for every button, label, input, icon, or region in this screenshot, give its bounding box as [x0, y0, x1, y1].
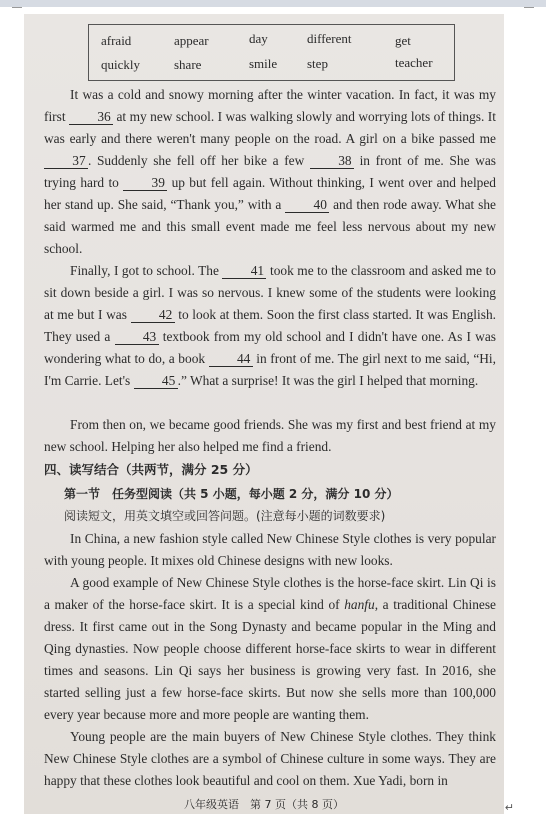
- section-heading: 四、读写结合（共两节，满分 25 分）: [44, 462, 258, 477]
- text: to look at them. Soon the first class started. It was English. They used a: [44, 307, 496, 344]
- return-mark: ↵: [504, 801, 514, 814]
- word: quickly: [101, 57, 140, 72]
- blank-37: 37: [44, 153, 88, 169]
- document-photo: [24, 14, 504, 814]
- blank-45: 45: [134, 373, 178, 389]
- text: Finally, I got to school. The: [70, 263, 219, 278]
- text: in front of me. She was trying hard to: [44, 153, 496, 190]
- word: teacher: [395, 55, 433, 70]
- text: , a traditional Chinese dress. It first came out in the Song Dynasty and became popular in the Ming and Qing dynasties. Now people choose different horse-face skirts to wear in different times and seasons. Lin Qi says her business is growing very fast. In 2016, she started selling just a few horse-face skirts. But now she sells more than 100,000 every year because more and more people are wanting them.: [44, 597, 496, 722]
- text: took me to the classroom and asked me to sit down beside a girl. I was so nervous. I knew some of the students were looking at me but I was: [44, 263, 496, 322]
- text: It was a cold and snowy morning after the winter vacation. In fact, it was my first: [44, 87, 496, 124]
- word: day: [249, 31, 268, 46]
- blank-36: 36: [69, 109, 113, 125]
- text: up but fell again. Without thinking, I went over and helped her stand up. She said, “Thank you,” with a: [44, 175, 496, 212]
- reading-paragraph-3: Young people are the main buyers of New Chinese Style clothes. They think New Chinese Style clothes are a symbol of Chinese culture in some ways. They are happy that these clothes look beautiful and cool on them. Xue Yadi, born in: [44, 729, 496, 788]
- crop-mark-left: [12, 7, 22, 8]
- passage-paragraph-3: From then on, we became good friends. She was my first and best friend at my new school. Helping her also helped me find a friend.: [44, 417, 496, 454]
- crop-mark-right: [524, 7, 534, 8]
- blank-38: 38: [310, 153, 354, 169]
- text: . Suddenly she fell off her bike a few: [88, 153, 305, 168]
- part-heading: 第一节 任务型阅读（共 5 小题，每小题 2 分，满分 10 分）: [64, 487, 399, 501]
- word: step: [307, 56, 328, 71]
- word: appear: [174, 33, 209, 48]
- text: .” What a surprise! It was the girl I helped that morning.: [177, 373, 479, 388]
- blank-44: 44: [209, 351, 253, 367]
- word-box: [88, 24, 455, 81]
- blank-43: 43: [115, 329, 159, 345]
- passage-paragraph-2: [44, 260, 496, 392]
- instruction-text: 阅读短文，用英文填空或回答问题。(注意每小题的词数要求): [64, 509, 386, 523]
- word: share: [174, 57, 202, 72]
- text: at my new school. I was walking slowly and worrying lots of things. It was early and there weren't many people on the road. A girl on a bike passed me: [44, 109, 496, 146]
- passage-paragraph-1: [44, 84, 496, 260]
- word: get: [395, 33, 411, 48]
- reading-paragraph-1: In China, a new fashion style called New Chinese Style clothes is very popular with young people. It mixes old Chinese designs with new looks.: [44, 531, 496, 568]
- blank-41: 41: [222, 263, 266, 279]
- text: in front of me. The girl next to me said, “Hi, I'm Carrie. Let's: [44, 351, 496, 388]
- blank-40: 40: [285, 197, 329, 213]
- text: A good example of New Chinese Style clothes is the horse-face skirt. Lin Qi is a maker of the horse-face skirt. It is a special kind of: [44, 575, 496, 612]
- text: and then rode away. What she said warmed me and this small event made me feel less nervous about my new school.: [44, 197, 496, 256]
- window-top-bar: [0, 0, 546, 7]
- blank-39: 39: [123, 175, 167, 191]
- word: afraid: [101, 33, 132, 48]
- word: smile: [249, 56, 278, 71]
- text: textbook from my old school and I didn't have one. As I was wondering what to do, a book: [44, 329, 496, 366]
- italic-term: hanfu: [344, 597, 375, 612]
- word: different: [307, 31, 352, 46]
- blank-42: 42: [131, 307, 175, 323]
- page-footer: 八年级英语 第 7 页（共 8 页）: [184, 798, 344, 811]
- reading-paragraph-2: [44, 572, 496, 726]
